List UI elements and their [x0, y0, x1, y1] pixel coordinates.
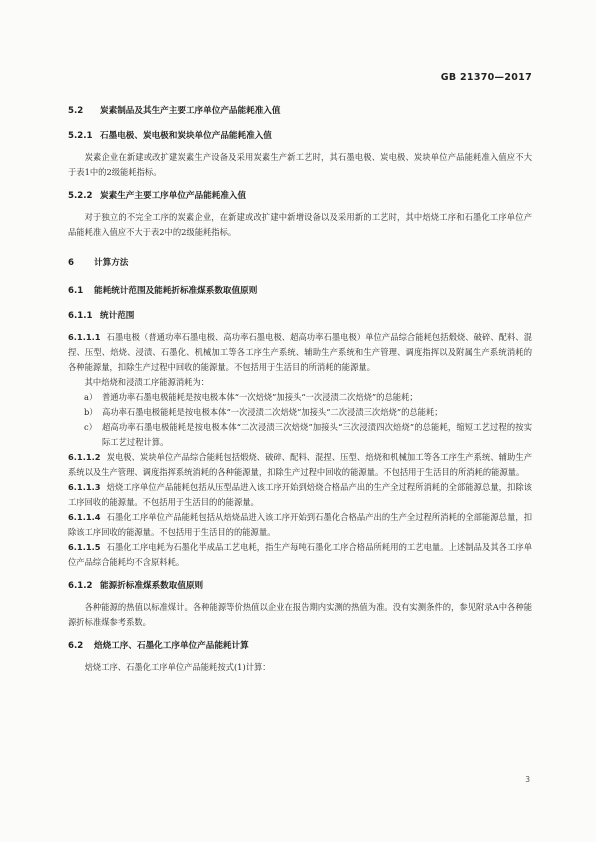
heading-number: 6.1.2 — [68, 581, 93, 591]
clause-text: 炭电极、炭块单位产品综合能耗包括煅烧、破碎、配料、混捏、压型、焙烧和机械加工等各工序生产系统、辅助生产系统以及生产管理、调度指挥系统消耗的各种能源量，扣除生产过程中回收的能源量。不包括用于生活目的所消耗的能源量。 — [68, 452, 532, 477]
clause-6-1-1-1 — [68, 330, 532, 375]
clause-6-1-1-2 — [68, 450, 532, 480]
clause-6-1-1-5 — [68, 540, 532, 570]
clause-subtext: 其中焙烧和浸渍工序能源消耗为： — [84, 377, 210, 387]
heading-5-2-2 — [68, 189, 532, 201]
heading-number: 5.2.1 — [68, 131, 93, 141]
standard-number: GB 21370—2017 — [440, 72, 532, 83]
paragraph-5-2-1: 炭素企业在新建或改扩建炭素生产设备及采用炭素生产新工艺时，其石墨电极、炭电极、炭块单位产品能耗准入值应不大于表1中的2级能耗指标。 — [68, 152, 532, 177]
heading-6-2 — [68, 639, 532, 651]
clause-text: 焙烧工序单位产品能耗包括从压型品进入该工序开始到焙烧合格品产出的生产全过程所消耗的全部能源总量，扣除该工序回收的能源量。不包括用于生活目的的能源量。 — [68, 482, 532, 507]
paragraph-6-2: 焙烧工序、石墨化工序单位产品能耗按式(1)计算： — [84, 662, 271, 672]
heading-6 — [68, 256, 532, 268]
clause-number: 6.1.1.3 — [68, 482, 101, 492]
page-content — [68, 104, 532, 675]
heading-title: 计算方法 — [94, 258, 129, 268]
clause-number: 6.1.1.2 — [68, 452, 101, 462]
clause-text: 石墨化工序电耗为石墨化半成品工艺电耗，指生产每吨石墨化工序合格品所耗用的工艺电量。上述制品及其各工序单位产品综合能耗均不含原料耗。 — [68, 542, 532, 567]
clause-number: 6.1.1.1 — [68, 332, 101, 342]
heading-title: 焙烧工序、石墨化工序单位产品能耗计算 — [94, 641, 249, 651]
heading-number: 6 — [68, 258, 74, 268]
heading-number: 5.2.2 — [68, 191, 93, 201]
list-text: 普通功率石墨电极能耗是按电极本体“一次焙烧”加接头“一次浸渍二次焙烧”的总能耗； — [102, 392, 418, 402]
paragraph-5-2-2: 对于独立的不完全工序的炭素企业，在新建或改扩建中新增设备以及采用新的工艺时，其中焙烧工序和石墨化工序单位产品能耗准入值应不大于表2中的2级能耗指标。 — [68, 212, 532, 237]
heading-title: 能源折标准煤系数取值原则 — [100, 581, 204, 591]
heading-number: 5.2 — [68, 106, 84, 116]
heading-title: 统计范围 — [100, 311, 135, 321]
heading-number: 6.1.1 — [68, 311, 93, 321]
list-marker: a） — [84, 392, 98, 402]
paragraph-6-1-2: 各种能源的热值以标准煤计。各种能源等价热值以企业在报告期内实测的热值为准。没有实测条件的，参见附录A中各种能源折标准煤参考系数。 — [68, 602, 532, 627]
heading-number: 6.1 — [68, 286, 84, 296]
clause-text: 石墨化工序单位产品能耗包括从焙烧品进入该工序开始到石墨化合格品产出的生产全过程所消耗的全部能源总量，扣除该工序回收的能源量。不包括用于生活目的的能源量。 — [68, 512, 532, 537]
list-text: 超高功率石墨电极能耗是按电极本体“二次浸渍三次焙烧”加接头“三次浸渍四次焙烧”的总能耗，缩短工艺过程的按实际工艺过程计算。 — [102, 422, 532, 447]
list-item — [84, 405, 532, 420]
heading-6-1-1 — [68, 309, 532, 321]
heading-title: 能耗统计范围及能耗折标准煤系数取值原则 — [94, 286, 258, 296]
heading-title: 石墨电极、炭电极和炭块单位产品能耗准入值 — [100, 131, 272, 141]
clause-6-1-1-4 — [68, 510, 532, 540]
clause-number: 6.1.1.4 — [68, 512, 101, 522]
list-item — [84, 390, 532, 405]
list-text: 高功率石墨电极能耗是按电极本体“一次浸渍二次焙烧”加接头“二次浸渍三次焙烧”的总能耗； — [102, 407, 443, 417]
heading-title: 炭素制品及其生产主要工序单位产品能耗准入值 — [100, 106, 281, 116]
clause-number: 6.1.1.5 — [68, 542, 101, 552]
list-marker: b） — [84, 407, 98, 417]
heading-6-1-2 — [68, 579, 532, 591]
heading-5-2 — [68, 104, 532, 116]
heading-title: 炭素生产主要工序单位产品能耗准入值 — [100, 191, 247, 201]
heading-5-2-1 — [68, 129, 532, 141]
clause-text: 石墨电极（普通功率石墨电极、高功率石墨电极、超高功率石墨电极）单位产品综合能耗包括煅烧、破碎、配料、混捏、压型、焙烧、浸渍、石墨化、机械加工等各工序生产系统、辅助生产系统和生产管理、调度指挥以及附属生产系统消耗的各种能源量，扣除生产过程中回收的能源量。不包括用于生活目的所消耗的能源量。 — [68, 332, 532, 372]
list-item — [84, 420, 532, 450]
heading-number: 6.2 — [68, 641, 84, 651]
heading-6-1 — [68, 284, 532, 296]
page-number: 3 — [525, 775, 530, 784]
clause-6-1-1-3 — [68, 480, 532, 510]
list-marker: c） — [84, 422, 97, 432]
